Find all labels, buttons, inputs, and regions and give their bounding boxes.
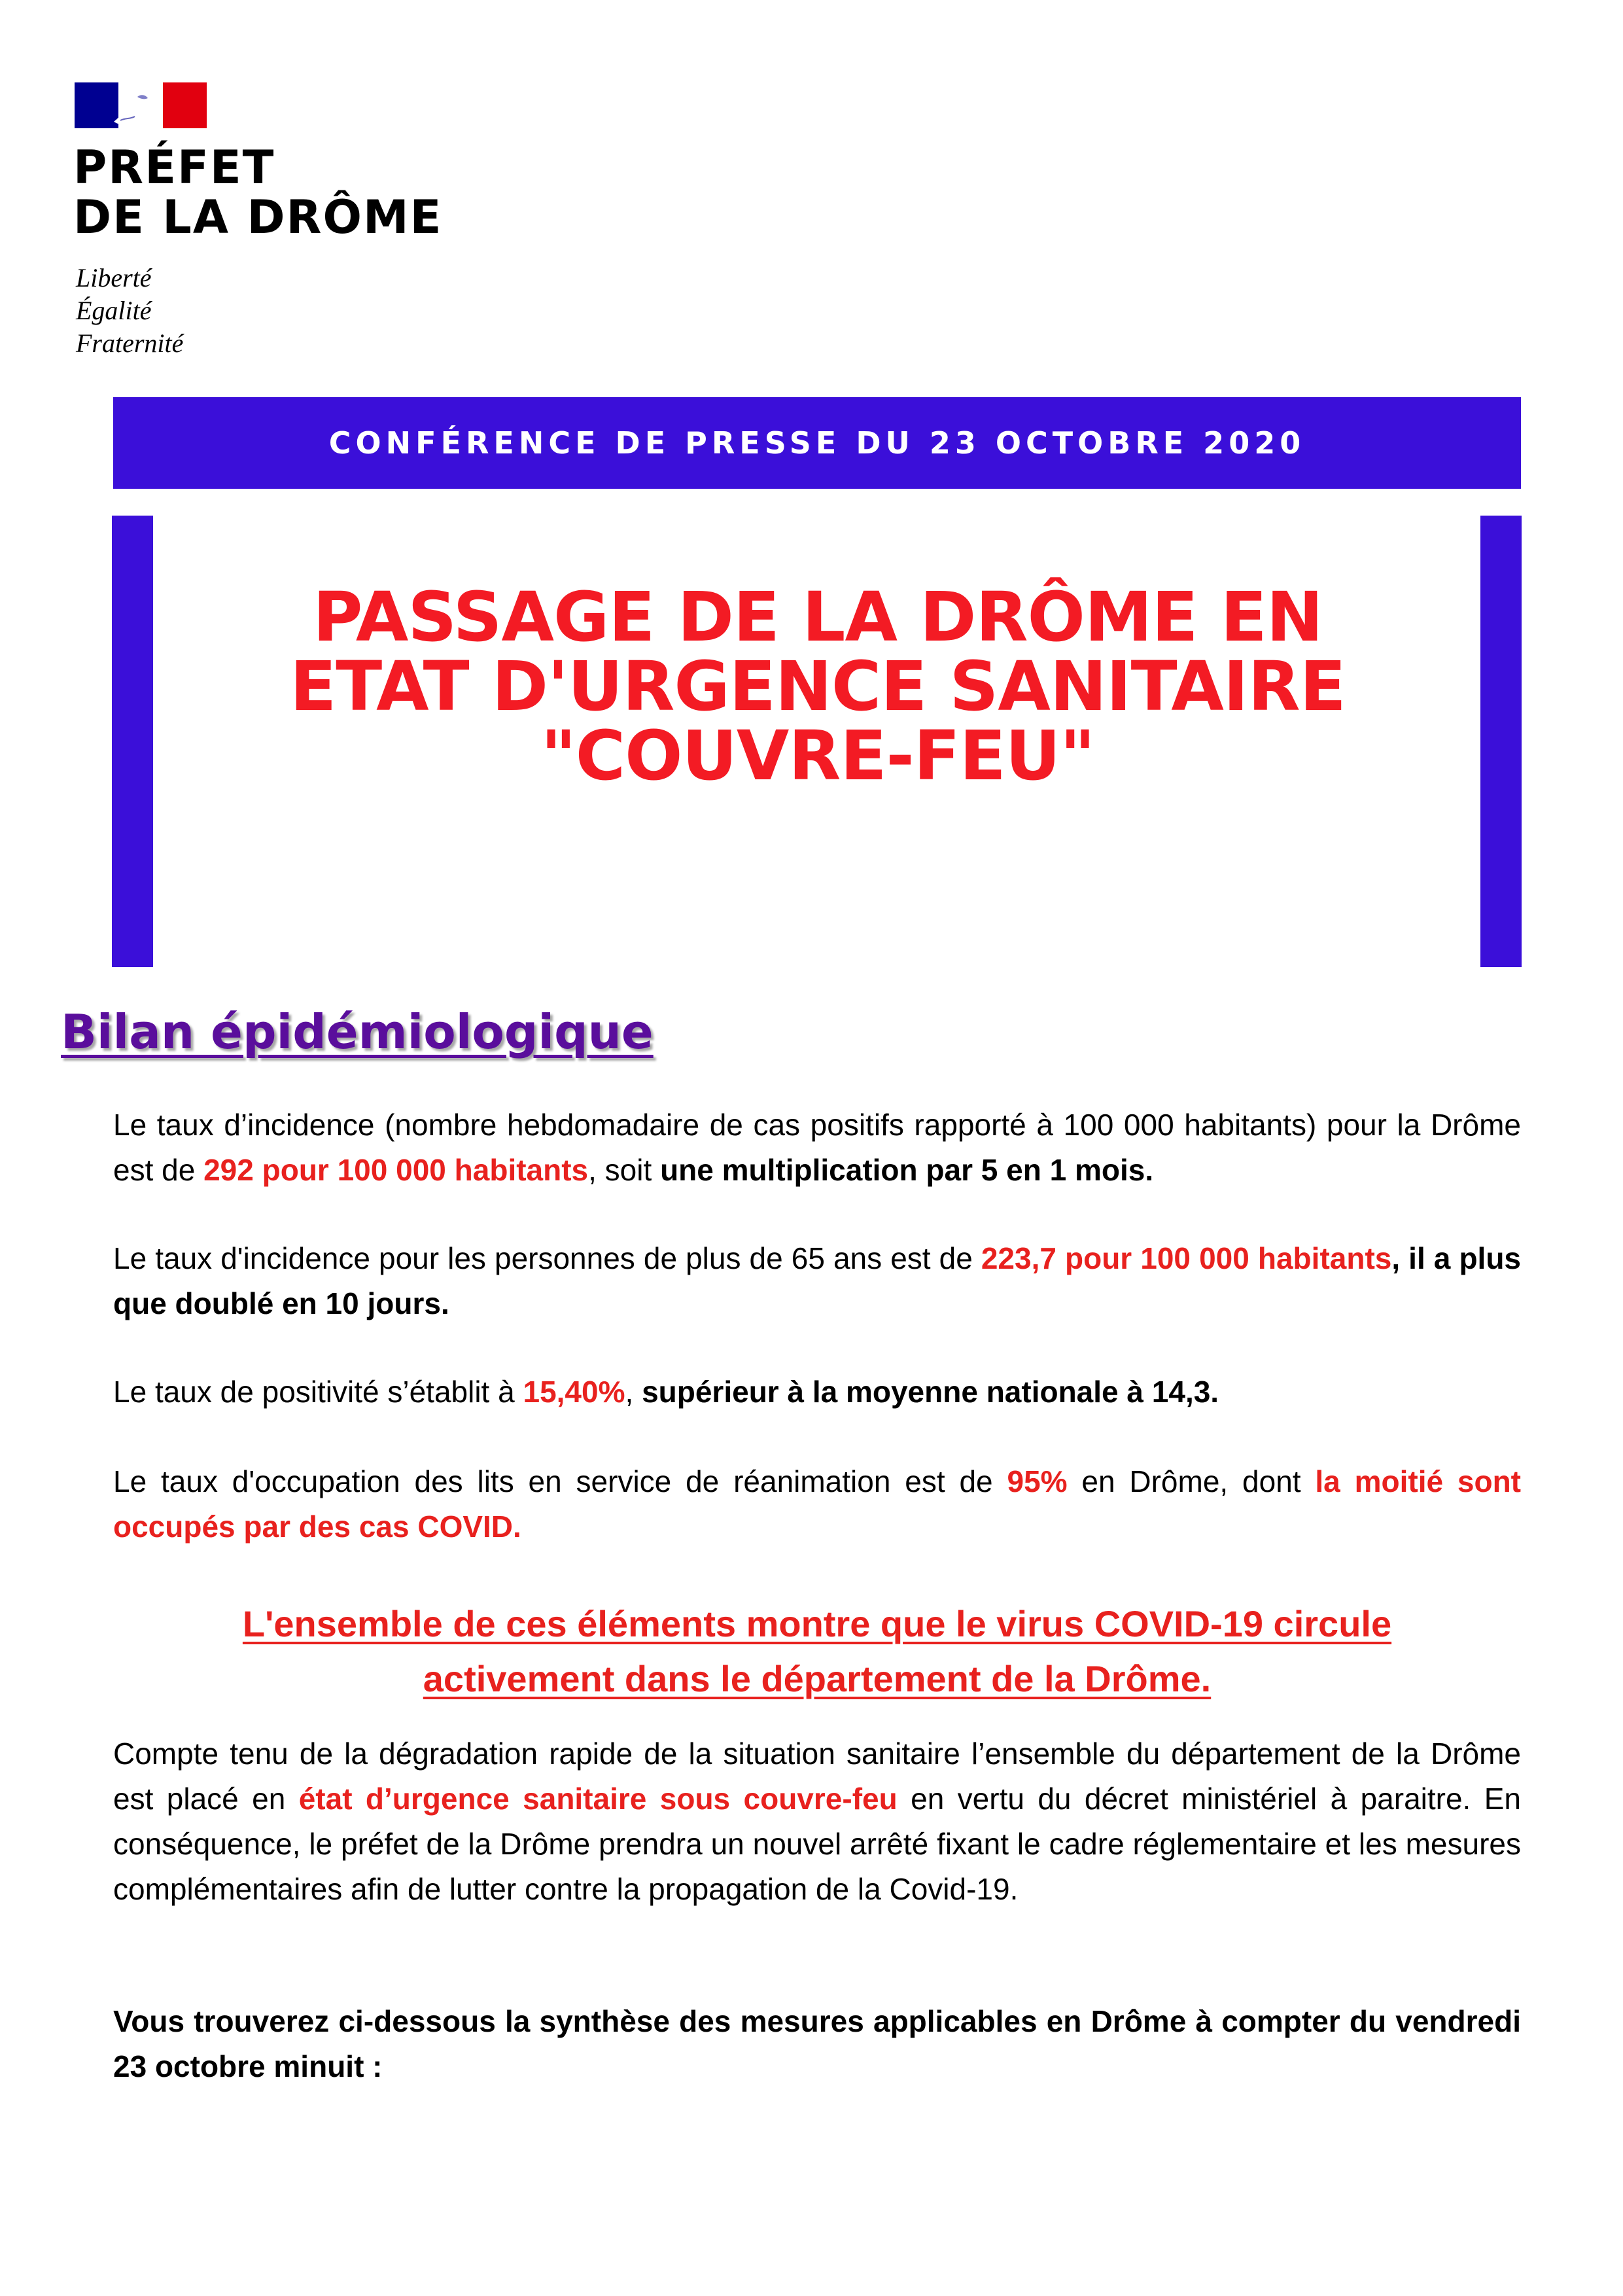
prefet-line1: PRÉFET <box>73 141 275 194</box>
p1-red: 292 pour 100 000 habitants <box>203 1153 589 1187</box>
devise-liberte: Liberté <box>76 263 152 292</box>
p1-bold: une multiplication par 5 en 1 mois. <box>660 1153 1154 1187</box>
main-title-line1: PASSAGE DE LA DRÔME EN <box>313 577 1323 657</box>
paragraph-positivity <box>113 1369 1521 1415</box>
p2-bold: , il a plus que doublé en 10 jours. <box>113 1241 1521 1320</box>
paragraph-incidence <box>113 1103 1521 1193</box>
paragraph-icu-occupancy <box>113 1459 1521 1549</box>
paragraph-measures <box>113 1731 1521 1912</box>
title-frame-right-bar <box>1480 516 1522 967</box>
devise-egalite: Égalité <box>76 296 152 325</box>
p2-red: 223,7 pour 100 000 habitants <box>981 1241 1392 1275</box>
devise-fraternite: Fraternité <box>76 328 184 358</box>
p4-red2: la moitié sont occupés par des cas COVID. <box>113 1464 1522 1544</box>
p4-red1: 95% <box>1007 1464 1068 1498</box>
p5-red: état d’urgence sanitaire sous couvre-feu <box>298 1782 898 1816</box>
marianne-profile-icon <box>75 82 207 128</box>
marianne-logo <box>75 82 207 128</box>
press-conference-banner <box>113 397 1521 489</box>
p5-text-b: en vertu du décret ministériel à paraitre. En conséquence, le préfet de la Drôme prendra un nouvel arrêté fixant le cadre réglementaire et les mesures complémentaires afin de lutter contre la propagation de la Covid-19. <box>113 1782 1522 1906</box>
p3-text: Le taux de positivité s’établit à <box>113 1375 523 1409</box>
p3-text-b: , <box>625 1375 642 1409</box>
p5-text: Compte tenu de la dégradation rapide de la situation sanitaire l’ensemble du département de la Drôme est placé en <box>113 1737 1521 1816</box>
paragraph-incidence-65 <box>113 1236 1521 1326</box>
devise <box>76 262 183 360</box>
prefet-line2: DE LA DRÔME <box>73 190 443 244</box>
title-frame-left-bar <box>112 516 153 967</box>
p1-text-b: , soit <box>588 1153 661 1187</box>
p3-bold: supérieur à la moyenne nationale à 14,3. <box>642 1375 1219 1409</box>
main-title-line3: "COUVRE-FEU" <box>540 716 1095 796</box>
highlight-line1: L'ensemble de ces éléments montre que le virus COVID-19 circule <box>242 1603 1392 1644</box>
section-heading: Bilan épidémiologique <box>61 1004 654 1059</box>
highlight-line2: activement dans le département de la Drôme. <box>423 1658 1212 1699</box>
p1-text: Le taux d’incidence (nombre hebdomadaire de cas positifs rapporté à 100 000 habitants) pour la Drôme est de <box>113 1108 1521 1187</box>
p3-red: 15,40% <box>523 1375 625 1409</box>
prefet-title <box>73 143 442 242</box>
main-title <box>196 577 1439 796</box>
p6-bold: Vous trouverez ci-dessous la synthèse des mesures applicables en Drôme à compter du vendredi 23 octobre minuit : <box>113 2004 1521 2083</box>
banner-text: CONFÉRENCE DE PRESSE DU 23 OCTOBRE 2020 <box>328 425 1306 461</box>
p4-text-b: en Drôme, dont <box>1067 1464 1316 1498</box>
p2-text: Le taux d'incidence pour les personnes de plus de 65 ans est de <box>113 1241 981 1275</box>
p4-text: Le taux d'occupation des lits en service de réanimation est de <box>113 1464 1007 1498</box>
paragraph-synthesis <box>113 1999 1521 2089</box>
highlight-conclusion <box>113 1597 1521 1706</box>
main-title-line2: ETAT D'URGENCE SANITAIRE <box>290 646 1346 726</box>
